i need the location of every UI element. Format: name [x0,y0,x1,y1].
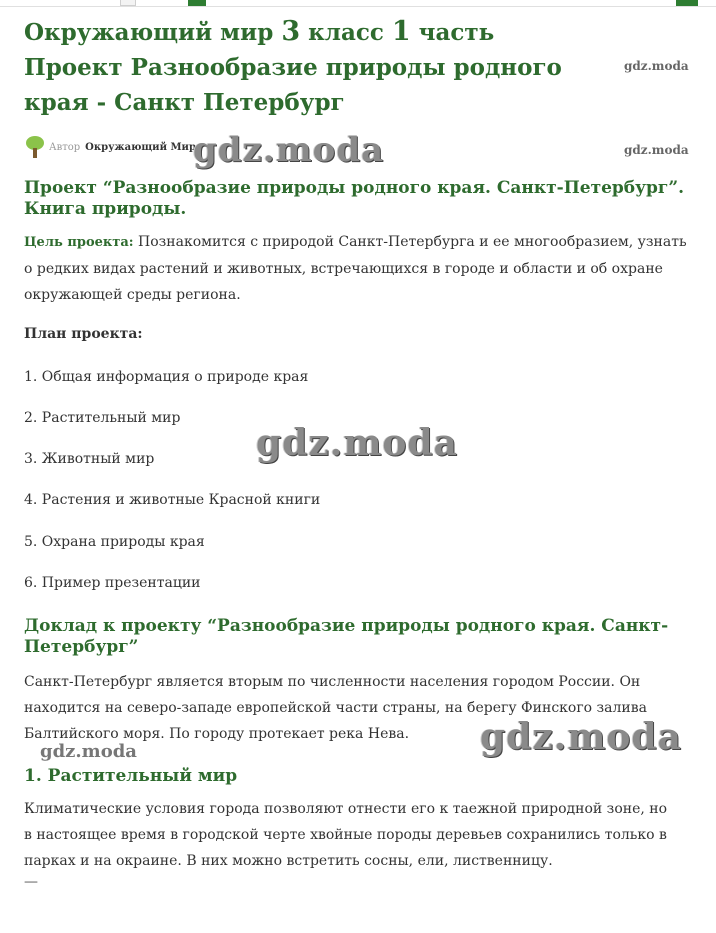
watermark: gdz.moda [480,716,682,758]
plan-label: План проекта: [24,326,143,342]
watermark: gdz.moda [193,130,385,170]
watermark: gdz.moda [624,143,689,157]
report-paragraph: Санкт-Петербург является вторым по численности населения городом России. Он находится на северо-западе европейской части страны, на берегу Финского залива Балтийского моря. По городу протекает река Нева. [24,674,647,742]
plan-item: 5. Охрана природы края [24,534,205,550]
plan-item: 6. Пример презентации [24,575,201,591]
goal-paragraph [24,229,694,308]
project-heading: Проект “Разнообразие природы родного края. Санкт-Петербург”. Книга природы. [24,178,685,219]
title-text: класс [300,19,392,46]
goal-text: Познакомится с природой Санкт-Петербурга и ее многообразием, узнать о редких видах растений и животных, встречающихся в городе и области и об охране окружающей среды региона. [24,234,687,303]
top-bar-fragment [0,0,716,8]
plan-item: 1. Общая информация о природе края [24,369,309,385]
section-paragraph-plants: Климатические условия города позволяют отнести его к таежной природной зоне, но в настоящее время в городской черте хвойные породы деревьев сохранились только в парках и на окраине. В них можно встретить сосны, ели, лиственницу. [24,801,668,869]
plan-item: 3. Животный мир [24,451,155,467]
plan-item: 2. Растительный мир [24,410,181,426]
author-line [24,136,196,158]
page-title [24,14,594,120]
plan-item: 4. Растения и животные Красной книги [24,492,321,508]
goal-label: Цель проекта: [24,235,134,250]
watermark: gdz.moda [624,59,689,73]
report-heading: Доклад к проекту “Разнообразие природы родного края. Санкт-Петербург” [24,616,669,657]
author-name[interactable]: Окружающий Мир [85,141,196,153]
truncated-text-line: — [24,874,38,890]
title-part-number: 1 [391,16,411,47]
title-grade-number: 3 [281,16,301,47]
tree-icon [24,136,46,158]
author-label: Автор [49,141,81,153]
section-heading-plants: 1. Растительный мир [24,766,238,786]
title-text: часть Проект Разнообразие природы родного края - Санкт Петербург [24,19,562,116]
watermark: gdz.moda [256,422,458,464]
title-text: Окружающий мир [24,19,282,46]
watermark: gdz.moda [40,741,137,762]
